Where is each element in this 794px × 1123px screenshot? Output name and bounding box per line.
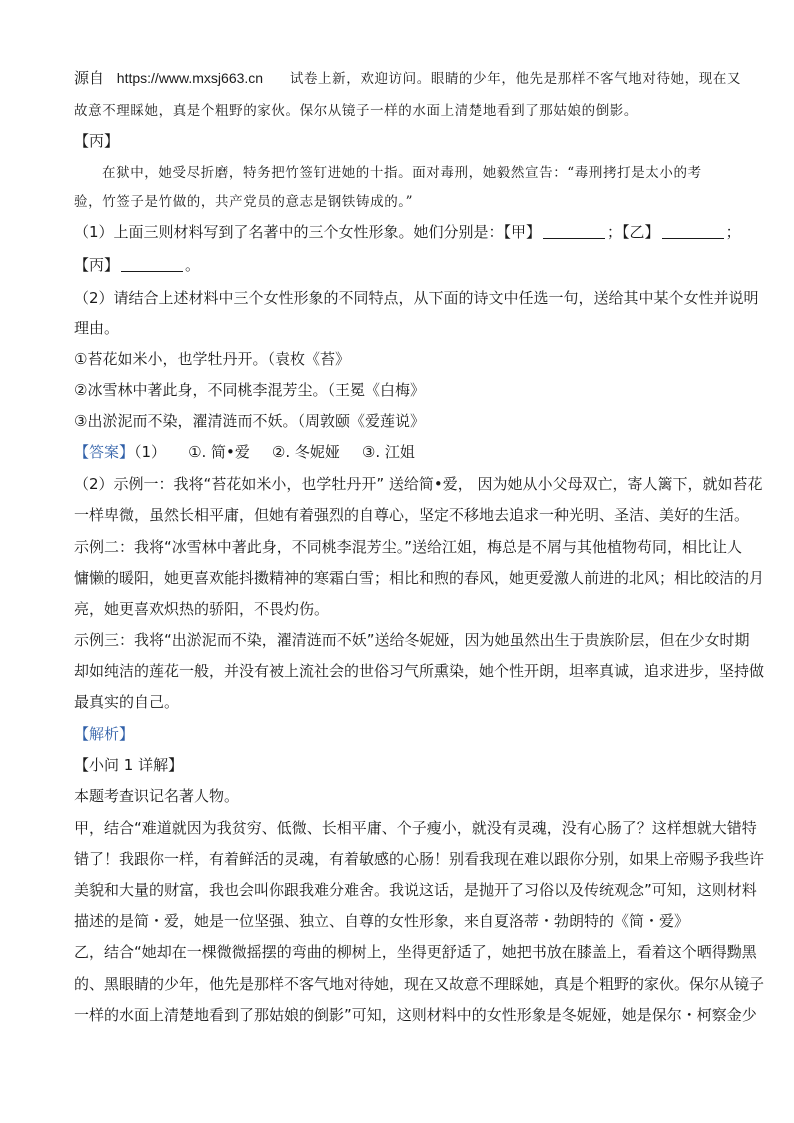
analysis-line-1: 本题考查识记名著人物。: [74, 787, 240, 805]
example-line-7: 却如纯洁的莲花一般，并没有被上流社会的世俗习气所熏染，她个性开朗，坦率真诚，追求进步，坚持做: [74, 662, 765, 680]
answer-blank-bing: [121, 257, 183, 272]
example-line-4: 慵懒的暖阳，她更喜欢能抖擞精神的寒霜白雪；相比和煦的春风，她更爱激人前进的北风；相比皎洁的月: [74, 569, 765, 587]
source-label: 源自: [74, 69, 105, 87]
analysis-line-4: 美貌和大量的财富，我也会叫你跟我难分难舍。我说这话，是抛开了习俗以及传统观念”可知，这则材料: [74, 881, 757, 899]
bing-label: 【丙】: [74, 132, 120, 150]
example-line-1: （2）示例一：我将“苔花如米小，也学牡丹开” 送给简•爱， 因为她从小父母双亡，寄人篱下，就如苔花: [74, 475, 763, 493]
bing-text-1: 在狱中，她受尽折磨，特务把竹签钉进她的十指。面对毒刑，她毅然宣告：“毒刑拷打是太小的考: [102, 165, 702, 181]
answer-line: [74, 442, 415, 462]
poem-3: ③出淤泥而不染，濯清涟而不妖。（周敦颐《爱莲说》: [74, 412, 425, 430]
example-line-2: 一样卑微，虽然长相平庸，但她有着强烈的自尊心，坚定不移地去追求一种光明、圣洁、美好的生活。: [74, 506, 750, 524]
header-line-2: 故意不理睬她，真是个粗野的家伙。保尔从镜子一样的水面上清楚地看到了那姑娘的倒影。: [74, 103, 638, 119]
question-1-yi-label: ；【乙】: [607, 223, 660, 241]
analysis-line-5: 描述的是简・爱，她是一位坚强、独立、自尊的女性形象，来自夏洛蒂・勃朗特的《简・爱》: [74, 912, 690, 930]
answer-label: 【答案】: [74, 443, 135, 461]
example-line-6: 示例三：我将“出淤泥而不染，濯清涟而不妖”送给冬妮娅，因为她虽然出生于贵族阶层，但在少女时期: [74, 631, 750, 649]
question-1-line-2: [74, 255, 200, 275]
analysis-line-8: 一样的水面上清楚地看到了那姑娘的倒影”可知，这则材料中的女性形象是冬妮娅，她是保尔・柯察金少: [74, 1006, 757, 1024]
question-2-line-1: （2）请结合上述材料中三个女性形象的不同特点，从下面的诗文中任选一句，送给其中某个女性并说明: [74, 289, 759, 307]
example-line-3: 示例二：我将“冰雪林中著此身，不同桃李混芳尘。”送给江姐，梅总是不屑与其他植物苟同，相比让人: [74, 538, 743, 556]
analysis-line-6: 乙，结合“她却在一棵微微摇摆的弯曲的柳树上，坐得更舒适了，她把书放在膝盖上，看着这个晒得黝黑: [74, 943, 757, 961]
poem-2: ②冰雪林中著此身，不同桃李混芳尘。（王冕《白梅》: [74, 381, 425, 399]
header-line-1: [74, 68, 741, 89]
example-line-8: 最真实的自己。: [74, 693, 180, 711]
question-2-line-2: 理由。: [74, 319, 120, 337]
answer-item-2: ②. 冬妮娅: [271, 443, 340, 461]
poem-1: ①苔花如米小，也学牡丹开。（袁枚《苔》: [74, 350, 350, 368]
answer-blank-jia: [543, 224, 605, 239]
answer-prefix: （1）: [134, 443, 167, 461]
question-1-text: （1）上面三则材料写到了名著中的三个女性形象。她们分别是：【甲】: [74, 223, 542, 241]
analysis-line-2: 甲，结合“难道就因为我贫穷、低微、长相平庸、个子瘦小，就没有灵魂，没有心肠了？这样想就大错特: [74, 819, 757, 837]
question-1-bing-label: 【丙】: [74, 256, 120, 274]
question-1-end: 。: [185, 256, 201, 274]
analysis-sub-label: 【小问 1 详解】: [74, 756, 184, 774]
example-line-5: 亮，她更喜欢炽热的骄阳，不畏灼伤。: [74, 600, 330, 618]
answer-blank-yi: [662, 224, 724, 239]
bing-text-2: 验，竹签子是竹做的，共产党员的意志是钢铁铸成的。”: [74, 194, 414, 210]
answer-item-1: ①. 简•爱: [188, 443, 250, 461]
analysis-label: 【解析】: [74, 725, 135, 743]
question-1-yi-end: ；: [725, 223, 741, 241]
question-1: [74, 222, 741, 242]
analysis-line-7: 的、黑眼睛的少年，他先是那样不客气地对待她，现在又故意不理睬她，真是个粗野的家伙。保尔从镜子: [74, 975, 765, 993]
analysis-line-3: 错了！我跟你一样，有着鲜活的灵魂，有着敏感的心肠！别看我现在难以跟你分别，如果上帝赐予我些许: [74, 850, 765, 868]
header-text-1: 试卷上新，欢迎访问。眼睛的少年，他先是那样不客气地对待她，现在又: [289, 71, 742, 87]
source-url-link[interactable]: https://www.mxsj663.cn: [116, 70, 264, 86]
answer-item-3: ③. 江姐: [361, 443, 415, 461]
